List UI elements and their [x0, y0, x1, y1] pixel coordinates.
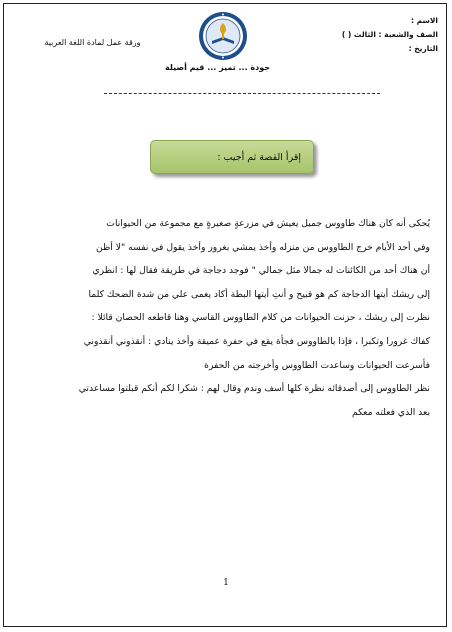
page-number: 1 [223, 578, 229, 588]
worksheet-title: ورقة عمل لمادة اللغة العربية [44, 38, 141, 47]
header-divider [104, 93, 380, 94]
story-line: فأسرعت الحيوانات وساعدت الطاووس وأخرجته من الحفرة [204, 359, 430, 371]
story-line: نظرت إلى ريشك ، حزنت الحيوانات من كلام الطاووس القاسي وهنا قاطعه الحصان قائلا : [91, 312, 430, 324]
story-line: يُحكى أنه كان هناك طاووس جميل يعيش في مزرعةٍ صغيرةٍ مع مجموعة من الحيوانات [106, 218, 430, 229]
school-logo-icon [198, 11, 248, 61]
instruction-banner: إقرأ القصة ثم أجيب : [150, 140, 314, 174]
student-info-block [308, 14, 438, 56]
school-motto: جودة ... تميز ... قيم أصيلة [164, 63, 270, 72]
class-label: الصف والشعبة : الثالث ( ) [341, 30, 438, 39]
name-label: الاسم : [410, 16, 438, 25]
story-line: كفاك غرورا وتكبرا ، فإذا بالطاووس فجأة يقع في حفرة عميقة وأخذ ينادي : أنقذوني أنقذوني [83, 335, 430, 347]
story-line: بعد الذي فعلته معكم [351, 406, 430, 418]
story-line: نظر الطاووس إلى أصدقائه نظرة كلها أسف وندم وقال لهم : شكرا لكم أنكم قبلتوا مساعدتي [78, 383, 430, 395]
date-label: التاريخ : [408, 44, 438, 53]
story-line: إلى ريشك أيتها الدجاجة كم هو قبيح و أنتِ أيتها البطة أكاد يغمى علي من شدة الضحك كلما [88, 288, 430, 300]
story-line: وفي أحد الأيام خرج الطاووس من منزله وأخذ يمشي بغرور وأخذ يقول في نفسه "لا أظن [95, 241, 430, 253]
story-line: أن هناك أحد من الكائنات له جمالا مثل جمالي " فوجد دجاجة في طريقة فقال لها : انظري [92, 265, 430, 277]
story-text [20, 212, 430, 424]
